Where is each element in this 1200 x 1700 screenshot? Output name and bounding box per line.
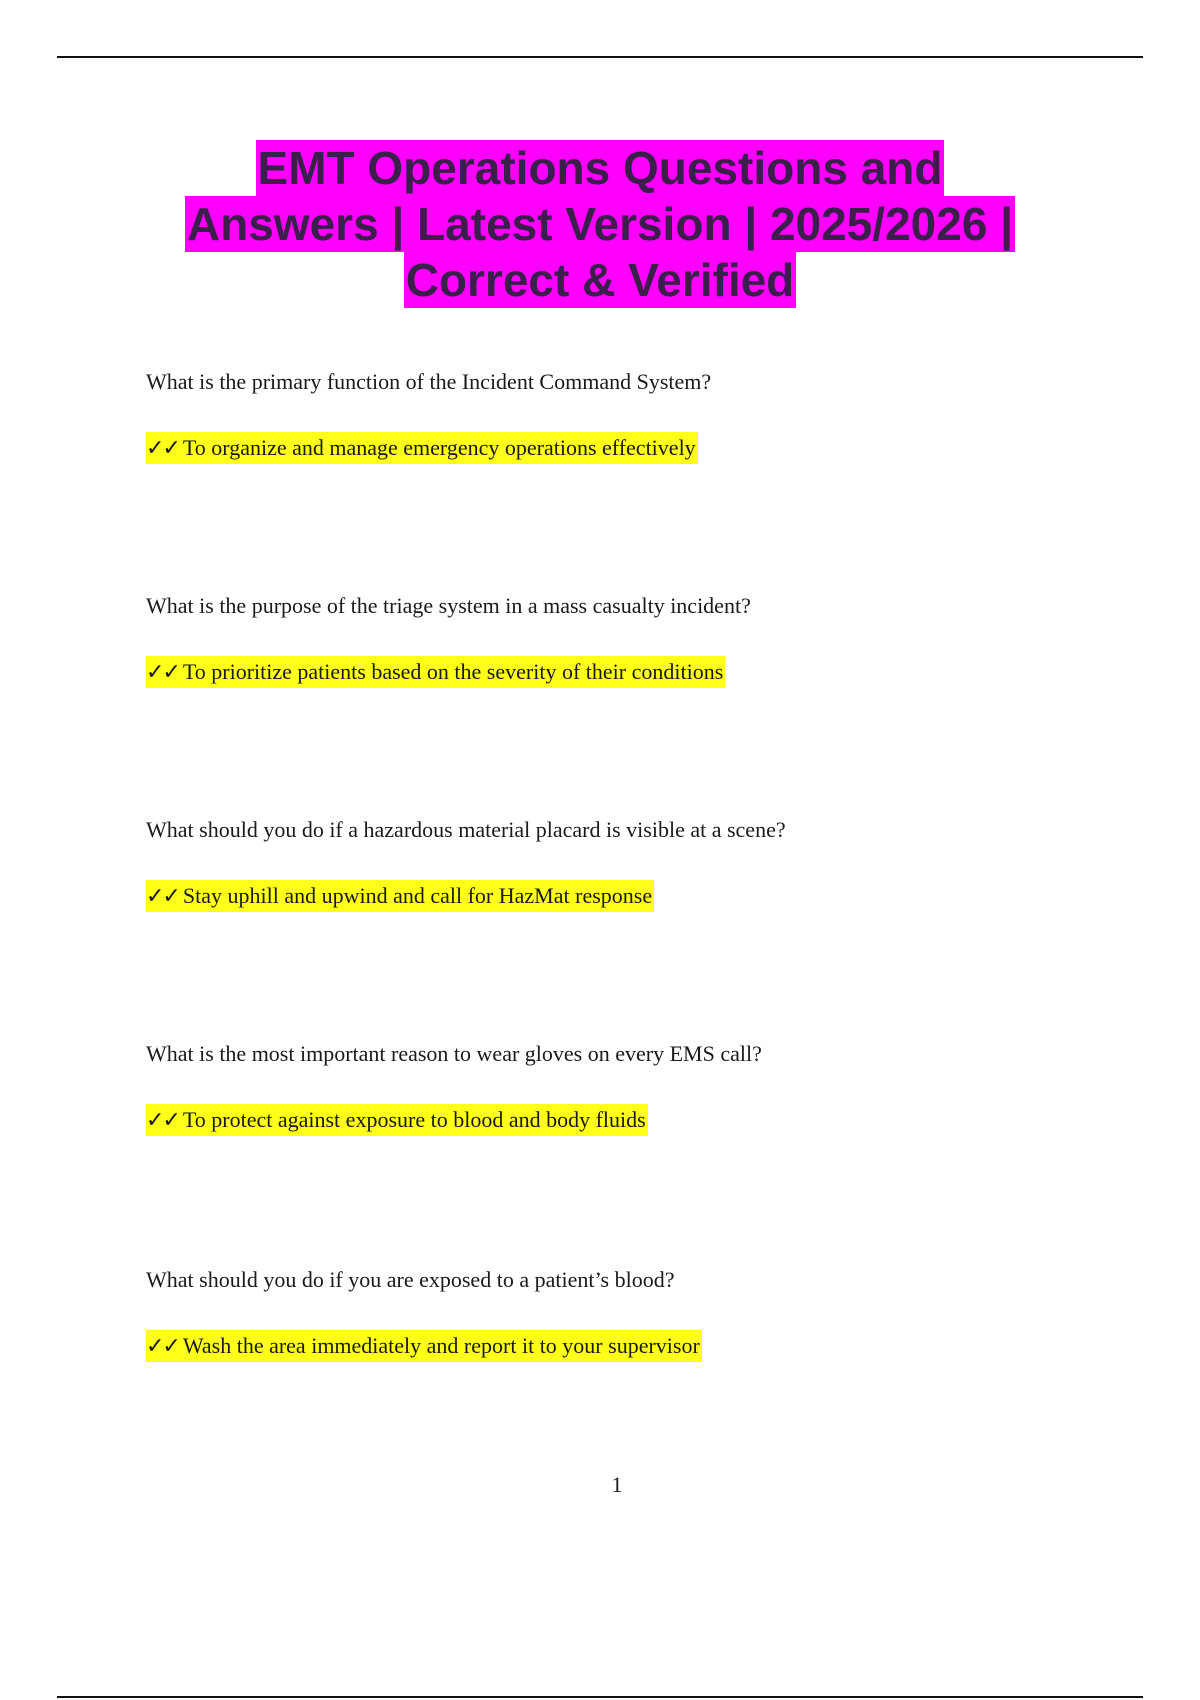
question-text: What is the most important reason to wear gloves on every EMS call? xyxy=(146,1041,762,1066)
page-number: 1 xyxy=(611,1472,623,1497)
question-text: What is the primary function of the Incident Command System? xyxy=(146,369,712,394)
qa-item xyxy=(146,1266,1106,1359)
double-check-icon: ✓✓ xyxy=(146,660,179,685)
bottom-rule xyxy=(57,1696,1143,1698)
question-text: What is the purpose of the triage system in a mass casualty incident? xyxy=(146,593,751,618)
answer-text xyxy=(146,880,654,912)
document-title xyxy=(100,140,1100,308)
answer-label: To protect against exposure to blood and body fluids xyxy=(182,1107,646,1132)
answer-label: Wash the area immediately and report it to your supervisor xyxy=(182,1333,700,1358)
qa-item xyxy=(146,592,1106,685)
title-line-1: EMT Operations Questions and xyxy=(257,142,943,194)
answer-text xyxy=(146,432,698,464)
qa-item xyxy=(146,816,1106,909)
double-check-icon: ✓✓ xyxy=(146,1334,179,1359)
answer-label: To organize and manage emergency operations effectively xyxy=(182,435,696,460)
qa-item xyxy=(146,1040,1106,1133)
double-check-icon: ✓✓ xyxy=(146,436,179,461)
title-line-2: Answers | Latest Version | 2025/2026 | xyxy=(186,198,1014,250)
question-text: What should you do if you are exposed to a patient’s blood? xyxy=(146,1267,675,1292)
answer-text xyxy=(146,1330,702,1362)
answer-label: Stay uphill and upwind and call for HazMat response xyxy=(182,883,653,908)
top-rule xyxy=(57,56,1143,58)
title-line-3: Correct & Verified xyxy=(405,254,795,306)
qa-item xyxy=(146,368,1106,461)
answer-label: To prioritize patients based on the severity of their conditions xyxy=(182,659,724,684)
question-text: What should you do if a hazardous material placard is visible at a scene? xyxy=(146,817,786,842)
double-check-icon: ✓✓ xyxy=(146,1108,179,1133)
double-check-icon: ✓✓ xyxy=(146,884,179,909)
answer-text xyxy=(146,1104,648,1136)
answer-text xyxy=(146,656,725,688)
